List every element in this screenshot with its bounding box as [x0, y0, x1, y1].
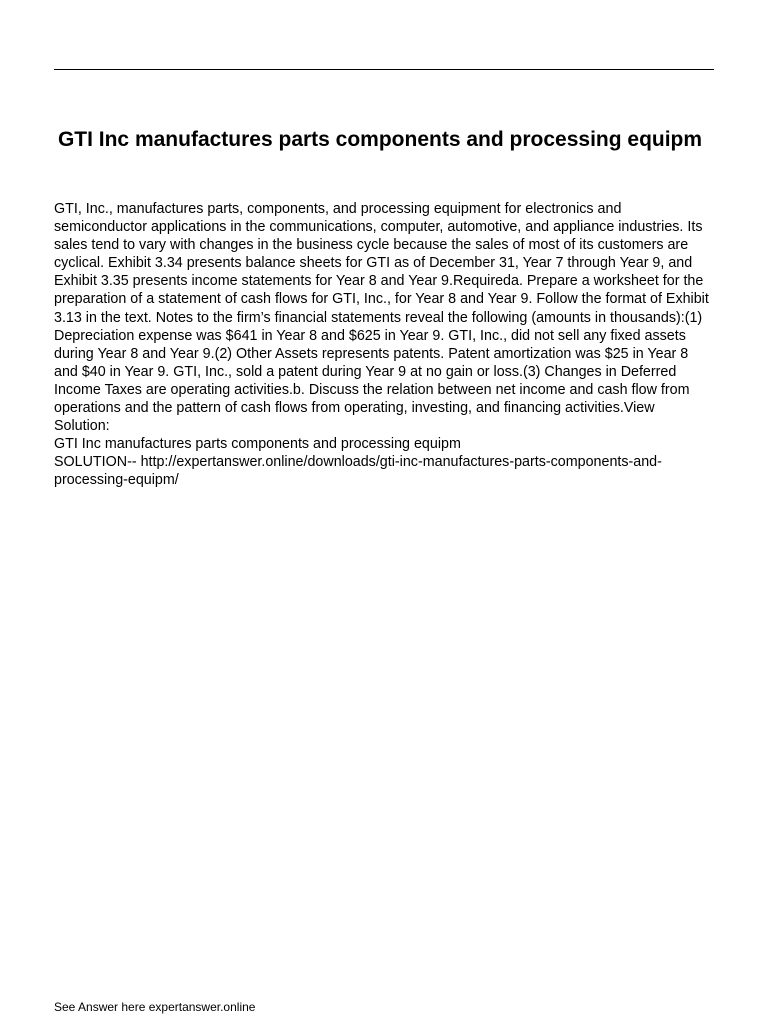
solution-title: GTI Inc manufactures parts components and processing equipm	[54, 436, 461, 453]
page-title: GTI Inc manufactures parts components and processing equipm	[57, 128, 703, 151]
body-paragraph: GTI, Inc., manufactures parts, components, and processing equipment for electronics and semiconductor applications in the communications, computer, automotive, and appliance industries. Its sales tend to vary with changes in the business cycle because the sales of most of its customers are cyclical. Exhibit 3.34 presents balance sheets for GTI as of December 31, Year 7 through Year 9, and Exhibit 3.35 presents income statements for Year 8 and Year 9.Requireda. Prepare a worksheet for the preparation of a statement of cash flows for GTI, Inc., for Year 8 and Year 9. Follow the format of Exhibit 3.13 in the text. Notes to the firm’s financial statements reveal the following (amounts in thousands):(1) Depreciation expense was $641 in Year 8 and $625 in Year 9. GTI, Inc., did not sell any fixed assets during Year 8 and Year 9.(2) Other Assets represents patents. Patent amortization was $25 in Year 8 and $40 in Year 9. GTI, Inc., sold a patent during Year 9 at no gain or loss.(3) Changes in Deferred Income Taxes are operating activities.b. Discuss the relation between net income and cash flow from operations and the pattern of cash flows from operating, investing, and financing activities.View Solution:	[54, 201, 709, 435]
document-body	[54, 200, 714, 490]
footer-note: See Answer here expertanswer.online	[54, 1000, 256, 1014]
top-divider	[54, 69, 714, 70]
solution-link[interactable]: SOLUTION-- http://expertanswer.online/downloads/gti-inc-manufactures-parts-components-and-processing-equipm/	[54, 454, 662, 489]
